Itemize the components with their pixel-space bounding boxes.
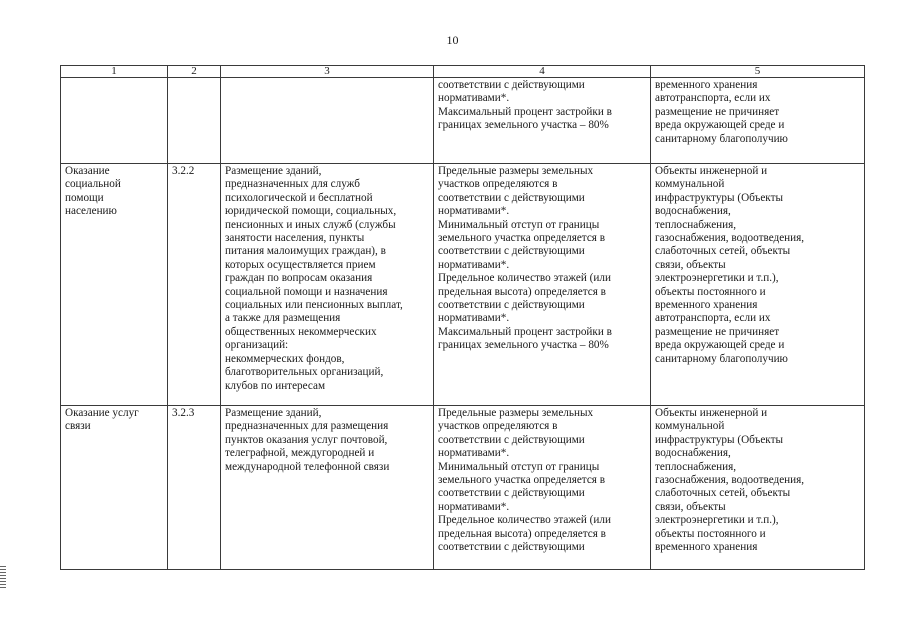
parameters-cell: Предельные размеры земельных участков определяются в соответствии с действующими нормативами*. Минимальный отступ от границы земельного участка определяется в соответствии с действующими нормативами*. Предельное количество этажей (или предельная высота) определяется в соответствии с действующими — [434, 406, 651, 570]
conditions-cell: Объекты инженерной и коммунальной инфраструктуры (Объекты водоснабжения, теплоснабжения, газоснабжения, водоотведения, слаботочных сетей, объекты связи, объекты электроэнергетики и т.п.), объекты постоянного и временного хранения — [651, 406, 865, 570]
use-description-cell: Размещение зданий, предназначенных для размещения пунктов оказания услуг почтовой, телеграфной, междугородней и международной телефонной связи — [221, 406, 434, 570]
use-code-cell: 3.2.2 — [168, 164, 221, 406]
scan-edge-marks — [0, 566, 6, 588]
use-code-cell — [168, 78, 221, 164]
use-description-cell: Размещение зданий, предназначенных для служб психологической и бесплатной юридической помощи, социальных, пенсионных и иных служб (службы занятости населения, пункты питания малоимущих граждан), в которых осуществляется прием граждан по вопросам оказания социальной помощи и назначения социальных или пенсионных выплат, а также для размещения общественных некоммерческих организаций: некоммерческих фондов, благотворительных организаций, клубов по интересам — [221, 164, 434, 406]
parameters-cell: Предельные размеры земельных участков определяются в соответствии с действующими нормативами*. Минимальный отступ от границы земельного участка определяется в соответствии с действующими нормативами*. Предельное количество этажей (или предельная высота) определяется в соответствии с действующими нормативами*. Максимальный процент застройки в границах земельного участка – 80% — [434, 164, 651, 406]
column-header: 2 — [168, 66, 221, 78]
table-row — [61, 406, 865, 570]
column-header: 5 — [651, 66, 865, 78]
column-header: 4 — [434, 66, 651, 78]
use-description-cell — [221, 78, 434, 164]
use-name-cell: Оказание услуг связи — [61, 406, 168, 570]
conditions-cell: временного хранения автотранспорта, если их размещение не причиняет вреда окружающей среде и санитарному благополучию — [651, 78, 865, 164]
regulations-table — [60, 65, 865, 570]
page-number: 10 — [446, 33, 459, 47]
table-row — [61, 164, 865, 406]
parameters-cell: соответствии с действующими нормативами*. Максимальный процент застройки в границах земельного участка – 80% — [434, 78, 651, 164]
use-code-cell: 3.2.3 — [168, 406, 221, 570]
column-header: 1 — [61, 66, 168, 78]
table-header-row — [61, 66, 865, 78]
table-row — [61, 78, 865, 164]
column-header: 3 — [221, 66, 434, 78]
conditions-cell: Объекты инженерной и коммунальной инфраструктуры (Объекты водоснабжения, теплоснабжения, газоснабжения, водоотведения, слаботочных сетей, объекты связи, объекты электроэнергетики и т.п.), объекты постоянного и временного хранения автотранспорта, если их размещение не причиняет вреда окружающей среде и санитарному благополучию — [651, 164, 865, 406]
use-name-cell — [61, 78, 168, 164]
use-name-cell: Оказание социальной помощи населению — [61, 164, 168, 406]
